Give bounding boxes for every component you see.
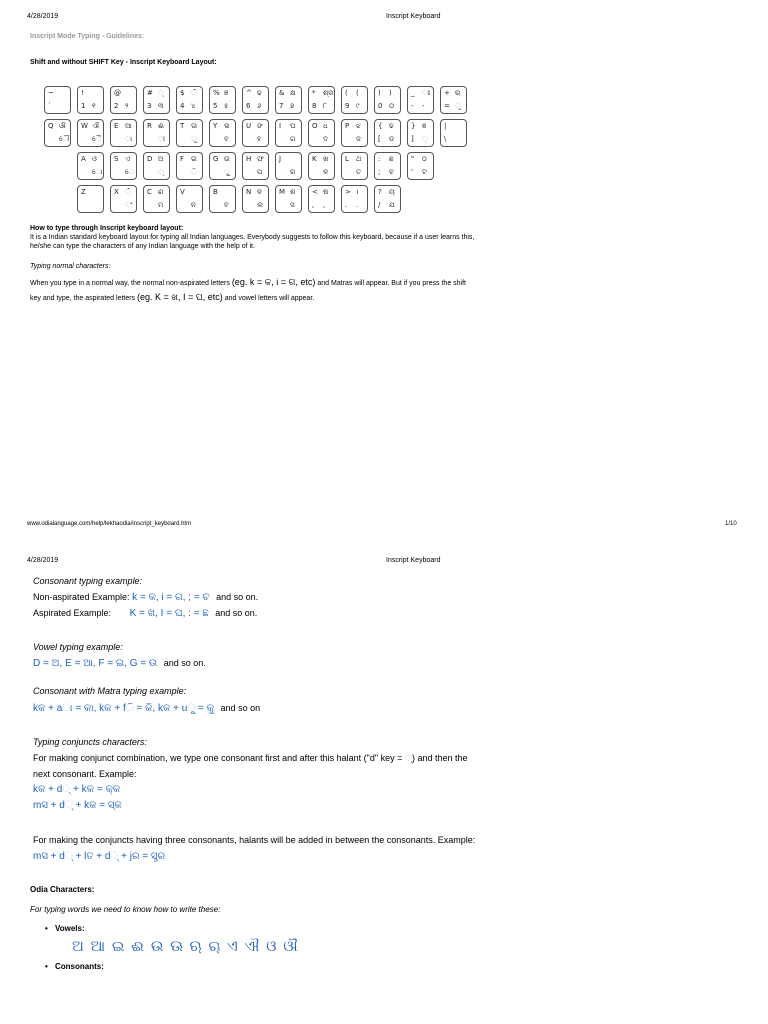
keyboard-key-row3-0	[77, 152, 104, 180]
key-char-tr: ଞ	[224, 89, 229, 97]
key-char-br: ୫	[224, 102, 229, 110]
key-char-tr: ଙ	[257, 122, 263, 130]
key-char-br: ୈ	[92, 135, 102, 143]
normal-line-2	[30, 293, 314, 303]
key-char-tr: ଧ	[323, 122, 328, 130]
vowel-line	[33, 656, 206, 671]
key-char-tr: ଝ	[356, 122, 361, 130]
key-char-br: ର	[290, 168, 296, 176]
key-char-tl: R	[147, 122, 152, 130]
aspirated-label: Aspirated Example:	[33, 608, 112, 618]
key-char-bl: 2	[114, 102, 119, 110]
key-char-tr: ଥ	[356, 155, 362, 163]
guidelines-heading: Inscript Mode Typing - Guidelines:	[30, 33, 145, 40]
keyboard-key-row3-6	[275, 152, 302, 180]
key-char-tr: ଋ	[455, 89, 461, 97]
key-char-tl: |	[444, 122, 447, 130]
key-char-tr: ଅ	[158, 155, 164, 163]
key-char-bl: .	[345, 201, 348, 209]
key-char-tl: O	[312, 122, 318, 130]
key-char-tl: D	[147, 155, 153, 163]
aspirated-value: K = ଖ, I = ଘ, : = ଛ	[129, 608, 209, 619]
key-char-tr: ଉ	[224, 155, 230, 163]
key-char-tl: G	[213, 155, 219, 163]
key-char-tr: ଃ	[422, 89, 431, 97]
key-char-br: ୁ	[224, 168, 230, 176]
key-char-br: ଗ	[290, 135, 296, 143]
key-char-tl: T	[180, 122, 185, 130]
keyboard-key-row2-4	[176, 119, 203, 147]
key-char-tl: B	[213, 188, 218, 196]
keyboard-key-row3-5	[242, 152, 269, 180]
key-char-tl: %	[213, 89, 220, 97]
key-char-bl: [	[378, 135, 381, 143]
keyboard-key-row4-1	[110, 185, 137, 213]
key-char-tl: _	[411, 89, 415, 97]
keyboard-key-row1-2	[110, 86, 137, 114]
key-char-tl: F	[180, 155, 185, 163]
key-char-bl: '	[411, 168, 413, 176]
keyboard-key-row2-7	[275, 119, 302, 147]
key-char-br: ୮	[323, 102, 327, 110]
keyboard-key-row2-5	[209, 119, 236, 147]
keyboard-key-row4-2	[143, 185, 170, 213]
keyboard-key-row1-7	[275, 86, 302, 114]
key-char-tl: {	[378, 122, 383, 130]
key-char-br: ଂ	[125, 201, 133, 209]
key-char-bl: 9	[345, 102, 350, 110]
keyboard-key-row3-4	[209, 152, 236, 180]
three-consonant-example: mସ + d୍ + lତ + d୍ + jର = ସ୍ତ୍ର	[33, 851, 166, 862]
key-char-br: ହ	[257, 135, 262, 143]
key-char-br: -	[422, 102, 425, 110]
conjunct-title: Typing conjuncts characters:	[33, 737, 147, 747]
three-consonant-line: For making the conjuncts having three consonants, halants will be added in between the consonants. Example:	[33, 835, 476, 845]
key-char-tl: C	[147, 188, 152, 196]
key-char-br: ୌ	[59, 135, 70, 143]
key-char-tr: ଶ	[290, 188, 296, 196]
matra-title: Consonant with Matra typing example:	[33, 686, 187, 696]
key-char-br: ପ	[257, 168, 263, 176]
key-char-tl: )	[378, 89, 381, 97]
keyboard-key-row4-9	[374, 185, 401, 213]
key-char-tl: V	[180, 188, 185, 196]
key-char-tr: ଞ	[422, 122, 427, 130]
matra-value: kକ + aା = କା, kକ + fି = କି, kକ + uୁ = କୁ	[33, 703, 215, 714]
key-char-tl: S	[114, 155, 119, 163]
key-char-tl: Z	[81, 188, 86, 196]
key-char-br: ୀ	[158, 135, 166, 143]
key-char-tl: P	[345, 122, 350, 130]
keyboard-key-row1-4	[176, 86, 203, 114]
key-char-tl: J	[279, 155, 282, 163]
keyboard-key-row1-9	[341, 86, 368, 114]
vowel-title: Vowel typing example:	[33, 642, 123, 652]
page2-date: 4/28/2019	[27, 557, 59, 564]
key-char-tl: W	[81, 122, 88, 130]
keyboard-key-row3-3	[176, 152, 203, 180]
keyboard-key-row4-8	[341, 185, 368, 213]
key-char-br: ସ	[290, 201, 295, 209]
bullet-consonants: • Consonants:	[55, 962, 104, 971]
keyboard-key-row4-5	[242, 185, 269, 213]
key-char-tr: ।	[356, 188, 359, 196]
key-char-tl: &	[279, 89, 285, 97]
page1-date: 4/28/2019	[27, 13, 59, 20]
key-char-tl: "	[411, 155, 415, 163]
key-char-tl: ~	[48, 89, 54, 97]
key-char-bl: ;	[378, 168, 381, 176]
keyboard-key-row2-9	[341, 119, 368, 147]
layout-title: Shift and without SHIFT Key - Inscript Keyboard Layout:	[30, 59, 217, 66]
aspirated-tail: and so on.	[215, 608, 258, 618]
key-char-tr: କ୍ଷ	[290, 89, 296, 97]
odia-characters-title: Odia Characters:	[30, 885, 95, 894]
key-char-tl: ?	[378, 188, 382, 196]
key-char-tl: >	[345, 188, 351, 196]
key-char-br: ୧	[92, 102, 96, 110]
key-char-tr: ଠ	[422, 155, 427, 163]
key-char-bl: 3	[147, 102, 152, 110]
non-aspirated-label: Non-aspirated Example:	[33, 592, 130, 602]
keyboard-key-row1-3	[143, 86, 170, 114]
key-char-tl: E	[114, 122, 119, 130]
key-char-tl: K	[312, 155, 317, 163]
keyboard-key-row3-10	[407, 152, 434, 180]
howto-line-1: It is a Indian standard keyboard layout for typing all Indian languages. Everybody suggests to follow this keyboard, because if a user learns this,	[30, 234, 475, 241]
keyboard-key-row1-12	[440, 86, 467, 114]
key-char-br: ୍	[158, 168, 164, 176]
key-char-tr: ଁ	[125, 188, 131, 196]
typing-words-line: For typing words we need to know how to write these:	[30, 905, 221, 914]
conjunct-example-2: mସ + d୍ + kକ = ସ୍କ	[33, 800, 122, 811]
key-char-tr: ଫ	[257, 155, 264, 163]
key-char-br: ବ	[224, 135, 229, 143]
key-char-bl: -	[411, 102, 414, 110]
key-char-tl: <	[312, 188, 318, 196]
conjunct-line-1: For making conjunct combination, we type one consonant first and after this halant ("d" key = ୍) and then the	[33, 753, 468, 763]
key-char-br: ି	[191, 168, 197, 176]
keyboard-key-row2-8	[308, 119, 335, 147]
keyboard-key-row1-11	[407, 86, 434, 114]
key-char-tl: N	[246, 188, 252, 196]
conjunct-line-2: next consonant. Example:	[33, 769, 137, 779]
key-char-br: କ	[323, 168, 329, 176]
normal-line-1c: and Matras will appear. But if you press the shift	[317, 280, 466, 287]
key-char-br: ବ	[224, 201, 229, 209]
key-char-tl: *	[312, 89, 316, 97]
key-char-tr: ୍	[158, 89, 164, 97]
keyboard-key-row2-12	[440, 119, 467, 147]
normal-title: Typing normal characters:	[30, 263, 111, 270]
key-char-br: ୦	[389, 102, 395, 110]
keyboard-key-row2-3	[143, 119, 170, 147]
keyboard-key-row2-11	[407, 119, 434, 147]
bullet-vowels: • Vowels:	[55, 924, 85, 933]
key-char-tl: U	[246, 122, 252, 130]
normal-line-1	[30, 278, 466, 288]
key-char-tl: !	[81, 89, 84, 97]
key-char-bl: /	[378, 201, 381, 209]
aspirated-line	[33, 606, 257, 621]
keyboard-key-row1-6	[242, 86, 269, 114]
key-char-bl: 5	[213, 102, 218, 110]
key-char-br: ଯ	[389, 201, 395, 209]
non-aspirated-line	[33, 590, 258, 605]
key-char-tr: ୟ	[389, 188, 395, 196]
key-char-br: ୩	[158, 102, 164, 110]
key-char-tl: :	[378, 155, 381, 163]
keyboard-key-row2-10	[374, 119, 401, 147]
matra-line	[33, 701, 260, 716]
key-char-bl: =	[444, 102, 450, 110]
keyboard-key-row1-10	[374, 86, 401, 114]
key-char-br: ା	[125, 135, 133, 143]
key-char-tl: I	[279, 122, 282, 130]
key-char-tl: #	[147, 89, 153, 97]
key-char-br: ୃ	[455, 102, 461, 110]
normal-line-2b: (eg. K = ଖ, I = ଘ, etc)	[137, 292, 223, 302]
key-char-tr: ଈ	[158, 122, 165, 130]
key-char-bl: 8	[312, 102, 317, 110]
key-char-bl: 1	[81, 102, 86, 110]
key-char-br: ଟ	[422, 168, 427, 176]
key-char-br: ନ	[191, 201, 196, 209]
key-char-tr: ଏ	[125, 155, 130, 163]
key-char-br: ୋ	[92, 168, 103, 176]
key-char-tr: )	[389, 89, 392, 97]
key-char-tl: Y	[213, 122, 218, 130]
keyboard-key-row4-4	[209, 185, 236, 213]
key-char-br: େ	[125, 168, 135, 176]
key-char-bl: \	[444, 135, 447, 143]
keyboard-key-row3-8	[341, 152, 368, 180]
key-char-br: ୭	[290, 102, 295, 110]
normal-line-2c: and vowel letters will appear.	[224, 295, 315, 302]
key-char-tl: H	[246, 155, 252, 163]
key-char-tl: L	[345, 155, 349, 163]
non-aspirated-tail: and so on.	[216, 592, 259, 602]
howto-line-2: he/she can type the characters of any Indian language with the help of it.	[30, 243, 255, 250]
key-char-tr: ଛ	[389, 155, 394, 163]
key-char-tl: @	[114, 89, 121, 97]
keyboard-key-row4-0	[77, 185, 104, 213]
key-char-bl: 0	[378, 102, 383, 110]
key-char-tr: ଘ	[290, 122, 296, 130]
key-char-tl: }	[411, 122, 416, 130]
normal-line-2a: key and type, the aspirated letters	[30, 295, 136, 302]
key-char-br: ଼	[422, 135, 428, 143]
keyboard-key-row3-1	[110, 152, 137, 180]
keyboard-key-row4-7	[308, 185, 335, 213]
keyboard-key-row4-6	[275, 185, 302, 213]
vowel-value: D = ଅ, E = ଆ, F = ଇ, G = ଉ	[33, 658, 158, 669]
matra-tail: and so on	[220, 703, 261, 713]
page1-center-title: Inscript Keyboard	[386, 13, 441, 20]
key-char-br: ୂ	[191, 135, 197, 143]
howto-title: How to type through Inscript keyboard layout:	[30, 225, 184, 232]
key-char-tl: A	[81, 155, 86, 163]
footer-url: www.odialanguage.com/help/lekhaodia/inscript_keyboard.htm	[27, 521, 192, 527]
page2-center-title: Inscript Keyboard	[386, 557, 441, 564]
key-char-br: ଜ	[356, 135, 361, 143]
key-char-br: ୬	[257, 102, 262, 110]
key-char-tl: $	[180, 89, 185, 97]
consonant-title: Consonant typing example:	[33, 576, 143, 586]
keyboard-key-row3-7	[308, 152, 335, 180]
key-char-br: ତ	[356, 168, 361, 176]
key-char-tr: ଣ	[158, 188, 164, 196]
key-char-tr: ଓ	[92, 155, 97, 163]
key-char-tr: ଶ୍ର	[323, 89, 334, 97]
keyboard-key-row1-5	[209, 86, 236, 114]
key-char-br: ,	[323, 201, 326, 209]
keyboard-key-row1-1	[77, 86, 104, 114]
key-char-br: ଡ	[389, 135, 395, 143]
normal-line-1b: (eg. k = କ, i = ଗ, etc)	[231, 277, 316, 287]
key-char-tr: ଐ	[92, 122, 99, 130]
keyboard-key-row3-9	[374, 152, 401, 180]
footer-page: 1/10	[725, 521, 737, 527]
conjunct-example-1: kକ + d୍ + kକ = କ୍କ	[33, 784, 121, 795]
key-char-tr: ଆ	[125, 122, 132, 130]
key-char-br: ୨	[125, 102, 129, 110]
key-char-br: ୪	[191, 102, 196, 110]
key-char-tr: ଊ	[191, 122, 197, 130]
normal-line-1a: When you type in a normal way, the normal non-aspirated letters	[30, 280, 230, 287]
keyboard-key-row2-2	[110, 119, 137, 147]
key-char-bl: ,	[312, 201, 315, 209]
keyboard-key-row1-0	[44, 86, 71, 114]
key-char-tr: ଢ	[257, 89, 262, 97]
key-char-tr: ଢ	[389, 122, 394, 130]
key-char-tr: ଔ	[59, 122, 66, 130]
key-char-bl: `	[48, 102, 52, 110]
key-char-br: ଲ	[257, 201, 264, 209]
key-char-tl: M	[279, 188, 286, 196]
keyboard-key-row2-0	[44, 119, 71, 147]
key-char-tl: ^	[246, 89, 252, 97]
key-char-br: ୯	[356, 102, 360, 110]
key-char-tr: ଁ	[191, 89, 197, 97]
key-char-tl: (	[345, 89, 348, 97]
keyboard-key-row2-6	[242, 119, 269, 147]
key-char-tr: ଖ	[323, 155, 329, 163]
keyboard-key-row1-8	[308, 86, 335, 114]
key-char-br: .	[356, 201, 359, 209]
key-char-bl: ]	[411, 135, 414, 143]
key-char-br: ମ	[158, 201, 164, 209]
key-char-bl: 4	[180, 102, 185, 110]
keyboard-key-row4-3	[176, 185, 203, 213]
key-char-tr: ଇ	[191, 155, 197, 163]
non-aspirated-value: k = କ, i = ଗ, ; = ଚ	[132, 592, 210, 603]
key-char-tr: ଷ	[323, 188, 329, 196]
key-char-tr: ଳ	[257, 188, 263, 196]
key-char-tl: X	[114, 188, 119, 196]
odia-vowels-glyphs: ଅ ଆ ଇ ଈ ଉ ଊ ଋ ୠ ଏ ଐ ଓ ଔ	[72, 937, 299, 955]
key-char-br: ଦ	[323, 135, 328, 143]
key-char-tr: ଭ	[224, 122, 230, 130]
key-char-tl: +	[444, 89, 450, 97]
key-char-bl: 7	[279, 102, 284, 110]
key-char-tr: (	[356, 89, 359, 97]
keyboard-key-row3-2	[143, 152, 170, 180]
vowel-tail: and so on.	[163, 658, 206, 668]
key-char-tl: Q	[48, 122, 54, 130]
keyboard-key-row2-1	[77, 119, 104, 147]
key-char-br: ଚ	[389, 168, 394, 176]
key-char-bl: 6	[246, 102, 251, 110]
